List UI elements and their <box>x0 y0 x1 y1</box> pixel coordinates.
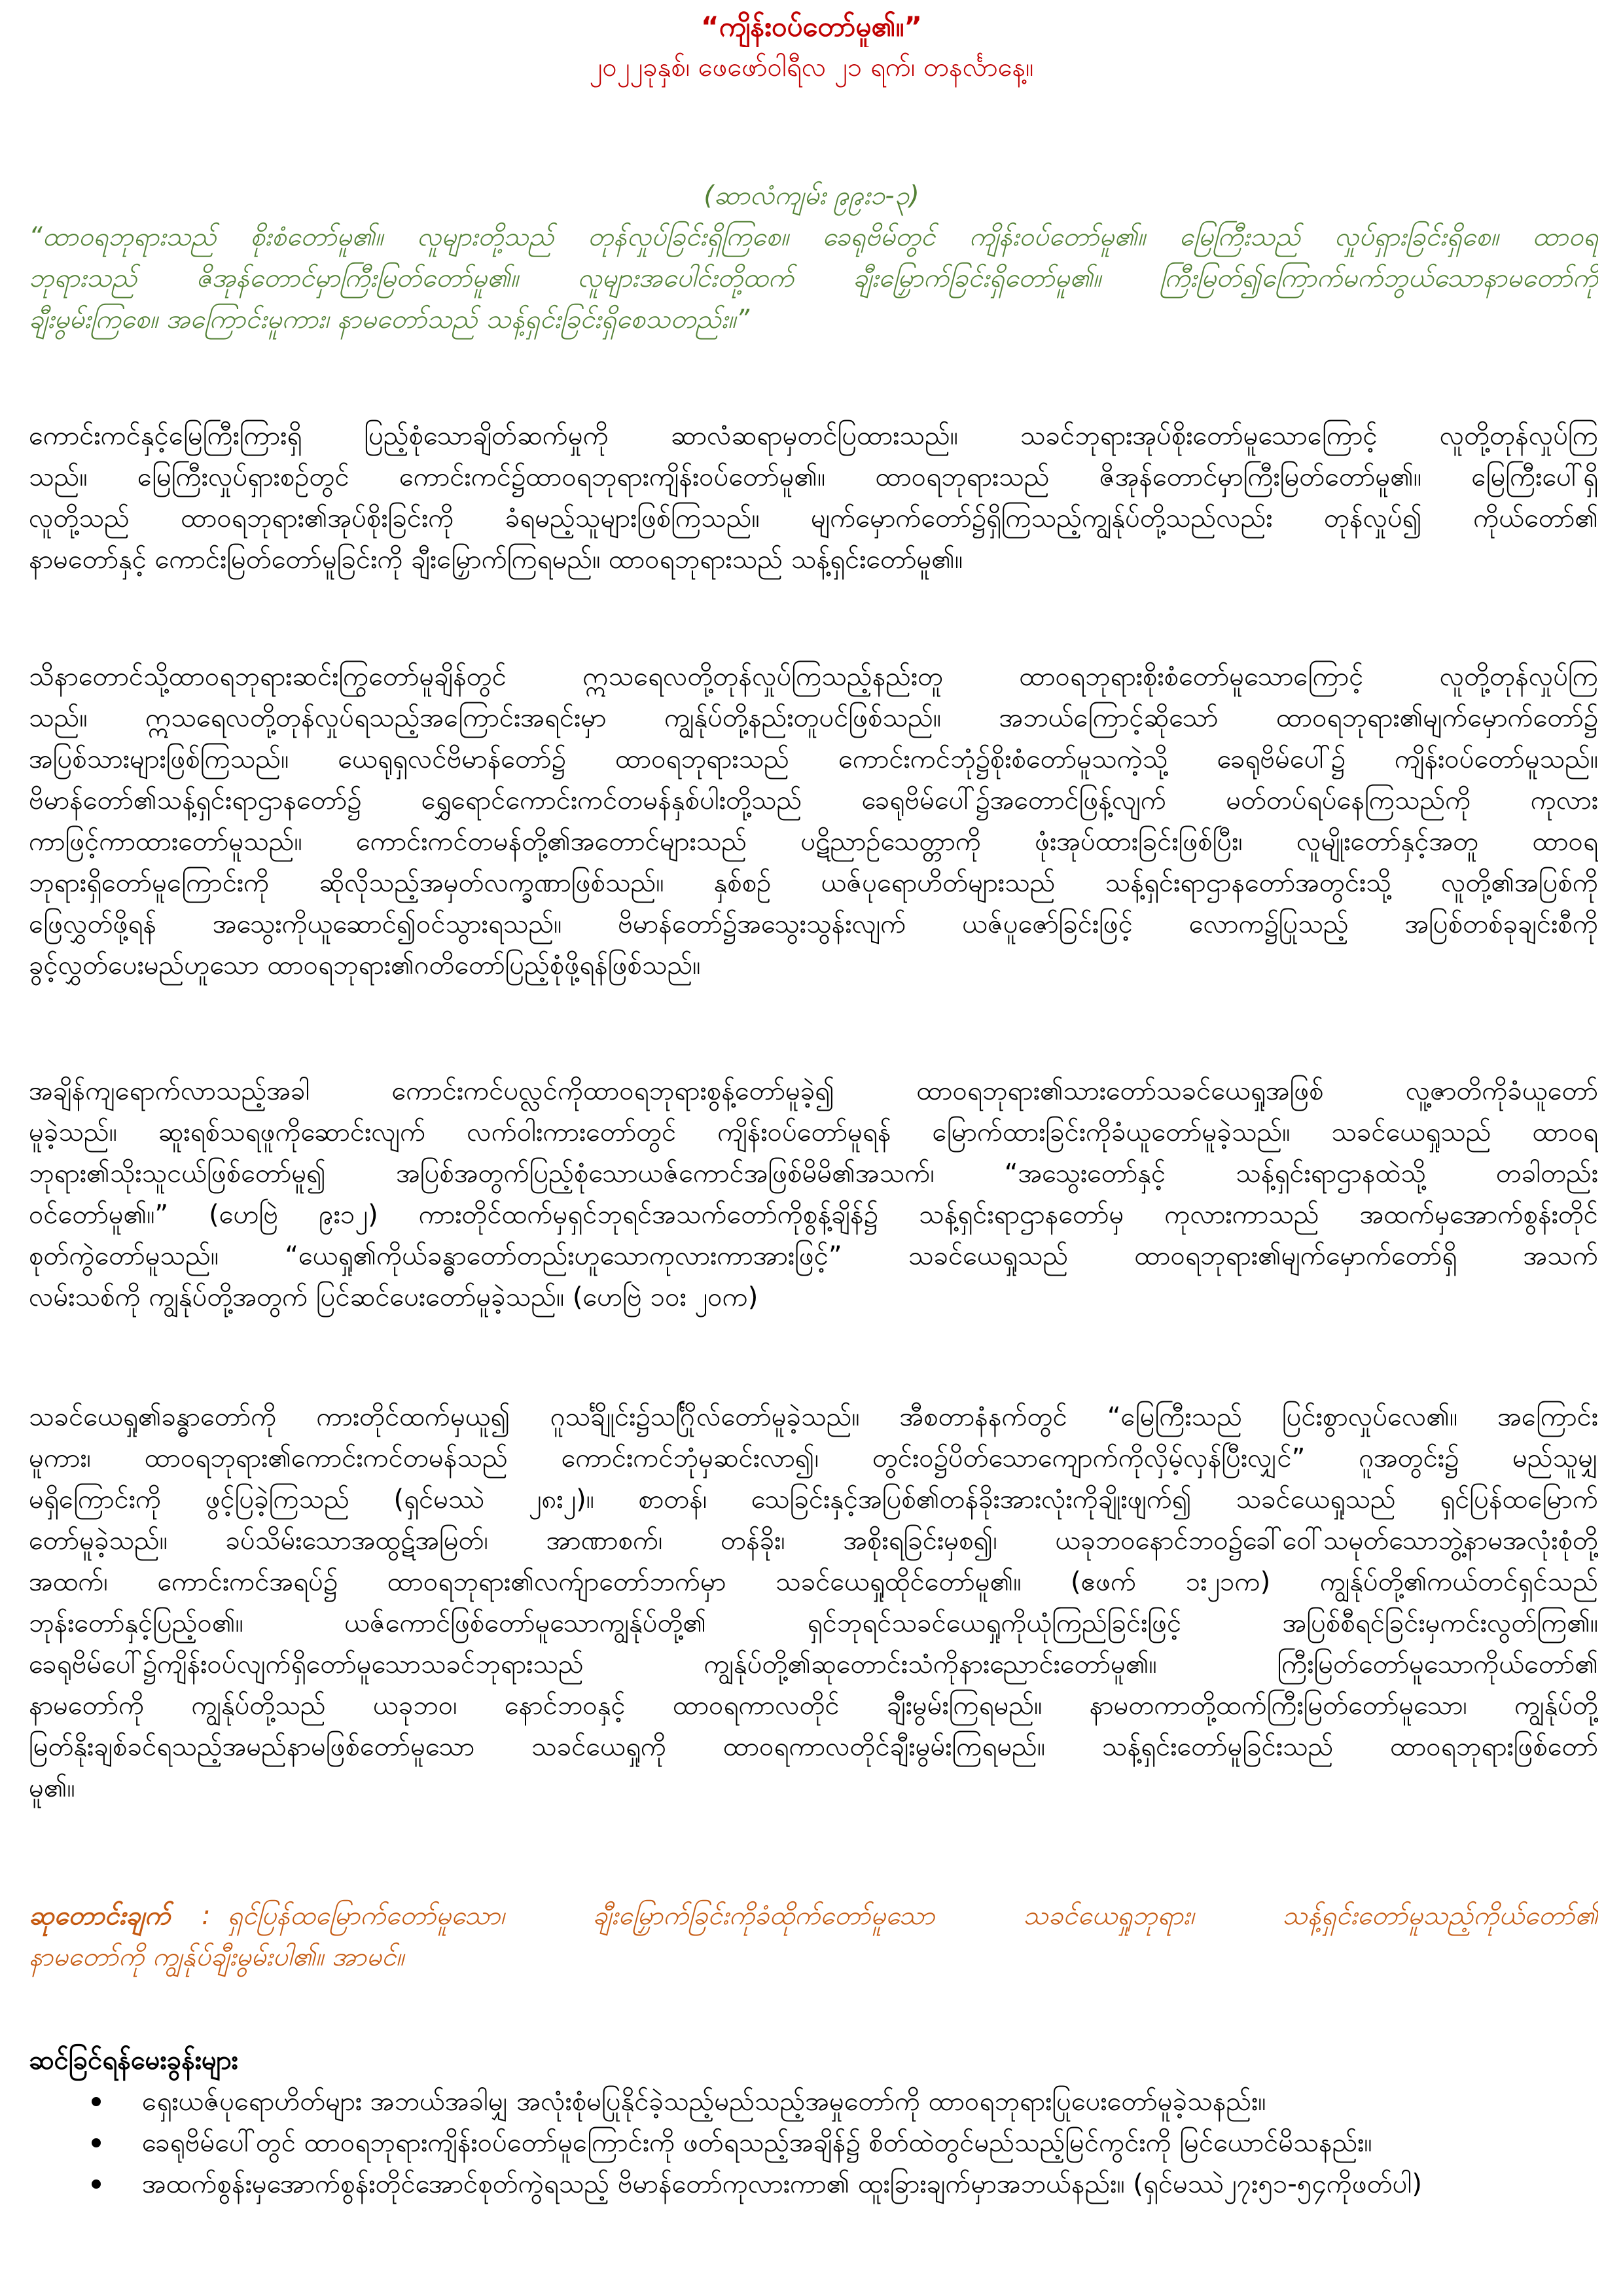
devotion-title-block <box>0 6 1623 47</box>
paragraph-line: သည်။ မြေကြီးလှုပ်ရှားစဉ်တွင် ကောင်းကင်၌ထာဝရဘုရားကျိန်းဝပ်တော်မူ၏။ ထာဝရဘုရားသည် ဇိအုန်တောင်မှာကြီးမြတ်တော်မူ၏။ မြေကြီးပေါ်ရှိ <box>29 462 1598 492</box>
bullet-icon <box>92 2097 101 2106</box>
paragraph-line: တော်မူခဲ့သည်။ ခပ်သိမ်းသောအထွဋ်အမြတ်၊ အာဏာစက်၊ တန်ခိုး၊ အစိုးရခြင်းမှစ၍၊ ယခုဘဝနောင်ဘဝ၌ခေါ်ဝေါ်သမုတ်သောဘွဲ့နာမအလုံးစုံတို့ <box>29 1526 1598 1556</box>
question-text: အထက်စွန်းမှအောက်စွန်းတိုင်အောင်စုတ်ကွဲရသည့် ဗိမာန်တော်ကုလားကာ၏ ထူးခြားချက်မှာအဘယ်နည်း။ (ရှင်မဿဲ၂၇း၅၁-၅၄ကိုဖတ်ပါ) <box>142 2169 1423 2199</box>
paragraph-line: လမ်းသစ်ကို ကျွန်ုပ်တို့အတွက် ပြင်ဆင်ပေးတော်မူခဲ့သည်။ (ဟေဗြဲ ၁၀း ၂၀က) <box>29 1282 758 1312</box>
paragraph-line: ဝင်တော်မူ၏။” (ဟေဗြဲ ၉း၁၂) ကားတိုင်ထက်မှရှင်ဘုရင်အသက်တော်ကိုစွန့်ချိန်၌ သန့်ရှင်းရာဌာနတော်မှ ကုလားကာသည် အထက်မှအောက်စွန်းတိုင် <box>29 1200 1598 1230</box>
paragraph-line: မူကား၊ ထာဝရဘုရား၏ကောင်းကင်တမန်သည် ကောင်းကင်ဘုံမှဆင်းလာ၍၊ တွင်းဝ၌ပိတ်သောကျောက်ကိုလှိမ့်လှန်ပြီးလျှင်” ဂူအတွင်း၌ မည်သူမျှ <box>29 1443 1598 1473</box>
devotion-date: ၂၀၂၂ခုနှစ်၊ ဖေဖော်ဝါရီလ ၂၁ ရက်၊ တနင်္လာနေ့။ <box>589 52 1034 82</box>
paragraph-line: ဘုရားရှိတော်မူကြောင်းကို ဆိုလိုသည့်အမှတ်လက္ခဏာဖြစ်သည်။ နှစ်စဉ် ယဇ်ပုရောဟိတ်များသည် သန့်ရှင်းရာဌာနတော်အတွင်းသို့ လူတို့၏အပြစ်ကို <box>29 868 1598 898</box>
body-paragraph <box>29 416 1598 581</box>
paragraph-line: မရှိကြောင်းကို ဖွင့်ပြခဲ့ကြသည် (ရှင်မဿဲ ၂၈း၂)။ စာတန်၊ သေခြင်းနှင့်အပြစ်၏တန်ခိုးအားလုံးကိုချိုးဖျက်၍ သခင်ယေရှုသည် ရှင်ပြန်ထမြောက် <box>29 1484 1598 1515</box>
prayer-separator: : <box>202 1901 211 1931</box>
paragraph-line: အချိန်ကျရောက်လာသည့်အခါ ကောင်းကင်ပလ္လင်ကိုထာဝရဘုရားစွန့်တော်မူခဲ့၍ ထာဝရဘုရား၏သားတော်သခင်ယေရှုအဖြစ် လူ့ဇာတိကိုခံယူတော် <box>29 1076 1598 1106</box>
paragraph-line: မြတ်နိုးချစ်ခင်ရသည့်အမည်နာမဖြစ်တော်မူသော သခင်ယေရှုကို ထာဝရကာလတိုင်ချီးမွမ်းကြရမည်။ သန့်ရှင်းတော်မူခြင်းသည် ထာဝရဘုရားဖြစ်တော် <box>29 1732 1598 1762</box>
question-item <box>29 2123 1598 2164</box>
scripture-reference-block <box>0 175 1623 217</box>
scripture-line: ချီးမွမ်းကြစေ။ အကြောင်းမူကား၊ နာမတော်သည် သန့်ရှင်းခြင်းရှိစေသတည်း။” <box>29 304 750 334</box>
paragraph-line: ဘုရား၏သိုးသူငယ်ဖြစ်တော်မူ၍ အပြစ်အတွက်ပြည့်စုံသောယဇ်ကောင်အဖြစ်မိမိ၏အသက်၊ “အသွေးတော်နှင့် သန့်ရှင်းရာဌာနထဲသို့ တခါတည်း <box>29 1158 1598 1189</box>
paragraph-line: ခေရုဗိမ်ပေါ်၌ကျိန်းဝပ်လျက်ရှိတော်မူသောသခင်ဘုရားသည် ကျွန်ုပ်တို့၏ဆုတောင်းသံကိုနားညောင်းတော်မူ၏။ ကြီးမြတ်တော်မူသောကိုယ်တော်၏ <box>29 1649 1598 1679</box>
paragraph-line: အပြစ်သားများဖြစ်ကြသည်။ ယေရုရှလင်ဗိမာန်တော်၌ ထာဝရဘုရားသည် ကောင်းကင်ဘုံ၌စိုးစံတော်မူသကဲ့သို့ ခေရုဗိမ်ပေါ်၌ ကျိန်းဝပ်တော်မူသည်။ <box>29 744 1598 774</box>
body-paragraph <box>29 1071 1598 1318</box>
question-item <box>29 2164 1598 2205</box>
scripture-quote <box>29 217 1598 340</box>
paragraph-line: လူတို့သည် ထာဝရဘုရား၏အုပ်စိုးခြင်းကို ခံရမည့်သူများဖြစ်ကြသည်။ မျက်မှောက်တော်၌ရှိကြသည့်ကျွန်ုပ်တို့သည်လည်း တုန်လှုပ်၍ ကိုယ်တော်၏ <box>29 503 1598 533</box>
paragraph-line: စုတ်ကွဲတော်မူသည်။ “ယေရှု၏ကိုယ်ခန္ဓာတော်တည်းဟူသောကုလားကာအားဖြင့်” သခင်ယေရှုသည် ထာဝရဘုရား၏မျက်မှောက်တော်ရှိ အသက် <box>29 1241 1598 1271</box>
bullet-icon <box>92 2138 101 2147</box>
paragraph-line: ကောင်းကင်နှင့်မြေကြီးကြားရှိ ပြည့်စုံသောချိတ်ဆက်မှုကို ဆာလံဆရာမှတင်ပြထားသည်။ သခင်ဘုရားအုပ်စိုးတော်မူသောကြောင့် လူတို့တုန်လှုပ်ကြ <box>29 421 1598 451</box>
reflection-heading-block <box>29 2040 1598 2081</box>
paragraph-line: ခွင့်လွှတ်ပေးမည်ဟူသော ထာဝရဘုရား၏ဂတိတော်ပြည့်စုံဖို့ရန်ဖြစ်သည်။ <box>29 950 701 980</box>
prayer <box>29 1895 1598 1978</box>
paragraph-line: ဘုန်းတော်နှင့်ပြည့်ဝ၏။ ယဇ်ကောင်ဖြစ်တော်မူသောကျွန်ုပ်တို့၏ ရှင်ဘုရင်သခင်ယေရှုကိုယုံကြည်ခြင်းဖြင့် အပြစ်စီရင်ခြင်းမှကင်းလွတ်ကြ၏။ <box>29 1608 1598 1638</box>
scripture-line: “ထာဝရဘုရားသည် စိုးစံတော်မူ၏။ လူများတို့သည် တုန်လှုပ်ခြင်းရှိကြစေ။ ခေရုဗိမ်တွင် ကျိန်းဝပ်တော်မူ၏။ မြေကြီးသည် လှုပ်ရှားခြင်းရှိစေ။ ထာဝရ <box>29 222 1598 252</box>
scripture-line: ဘုရားသည် ဇိအုန်တောင်မှာကြီးမြတ်တော်မူ၏။ လူများအပေါင်းတို့ထက် ချီးမြှောက်ခြင်းရှိတော်မူ၏။ ကြီးမြတ်၍ကြောက်မက်ဘွယ်သောနာမတော်ကို <box>29 263 1598 293</box>
paragraph-line: နာမတော်နှင့် ကောင်းမြတ်တော်မူခြင်းကို ချီးမြှောက်ကြရမည်။ ထာဝရဘုရားသည် သန့်ရှင်းတော်မူ၏။ <box>29 545 963 575</box>
paragraph-line: သခင်ယေရှု၏ခန္ဓာတော်ကို ကားတိုင်ထက်မှယူ၍ ဂူသင်္ချိုင်း၌သင်္ဂြိုလ်တော်မူခဲ့သည်။ အီစတာနံနက်တွင် “မြေကြီးသည် ပြင်းစွာလှုပ်လေ၏။ အကြောင်း <box>29 1402 1598 1432</box>
question-item <box>29 2081 1598 2123</box>
paragraph-line: နာမတော်ကို ကျွန်ုပ်တို့သည် ယခုဘဝ၊ နောင်ဘဝနှင့် ထာဝရကာလတိုင် ချီးမွမ်းကြရမည်။ နာမတကာတို့ထက်ကြီးမြတ်တော်မူသော၊ ကျွန်ုပ်တို့ <box>29 1691 1598 1721</box>
body-paragraph <box>29 656 1598 986</box>
devotion-title: “ကျိန်းဝပ်တော်မူ၏။” <box>701 10 922 43</box>
paragraph-line: မူခဲ့သည်။ ဆူးရစ်သရဖူကိုဆောင်းလျက် လက်ဝါးကားတော်တွင် ကျိန်းဝပ်တော်မူရန် မြောက်ထားခြင်းကိုခံယူတော်မူခဲ့သည်။ သခင်ယေရှုသည် ထာဝရ <box>29 1117 1598 1147</box>
bullet-icon <box>92 2179 101 2189</box>
paragraph-line: ဖြေလွှတ်ဖို့ရန် အသွေးကိုယူဆောင်၍ဝင်သွားရသည်။ ဗိမာန်တော်၌အသွေးသွန်းလျက် ယဇ်ပူဇော်ခြင်းဖြင့် လောက၌ပြုသည့် အပြစ်တစ်ခုချင်းစီကို <box>29 909 1598 939</box>
paragraph-line: ကာဖြင့်ကာထားတော်မူသည်။ ကောင်းကင်တမန်တို့၏အတောင်များသည် ပဋိညာဉ်သေတ္တာကို ဖုံးအုပ်ထားခြင်းဖြစ်ပြီး၊ လူမျိုးတော်နှင့်အတူ ထာဝရ <box>29 827 1598 857</box>
paragraph-line: သိနာတောင်သို့ထာဝရဘုရားဆင်းကြွတော်မူချိန်တွင် ဣသရေလတို့တုန်လှုပ်ကြသည့်နည်းတူ ထာဝရဘုရားစိုးစံတော်မူသောကြောင့် လူတို့တုန်လှုပ်ကြ <box>29 662 1598 692</box>
reflection-heading: ဆင်ခြင်ရန်မေးခွန်းများ <box>29 2045 238 2075</box>
prayer-line <box>29 1895 1598 1937</box>
paragraph-line: သည်။ ဣသရေလတို့တုန်လှုပ်ရသည့်အကြောင်းအရင်းမှာ ကျွန်ုပ်တို့နည်းတူပင်ဖြစ်သည်။ အဘယ်ကြောင့်ဆိုသော် ထာဝရဘုရား၏မျက်မှောက်တော်၌ <box>29 703 1598 733</box>
body-paragraph <box>29 1397 1598 1809</box>
paragraph-line: ဗိမာန်တော်၏သန့်ရှင်းရာဌာနတော်၌ ရွှေရောင်ကောင်းကင်တမန်နှစ်ပါးတို့သည် ခေရုဗိမ်ပေါ်၌အတောင်ဖြန့်လျက် မတ်တပ်ရပ်နေကြသည်ကို ကုလား <box>29 785 1598 816</box>
question-text: ခေရုဗိမ်ပေါ်တွင် ထာဝရဘုရားကျိန်းဝပ်တော်မူကြောင်းကို ဖတ်ရသည့်အချိန်၌ စိတ်ထဲတွင်မည်သည့်မြင်ကွင်းကို မြင်ယောင်မိသနည်း။ <box>142 2128 1372 2158</box>
reflection-questions <box>29 2081 1598 2205</box>
prayer-label: ဆုတောင်းချက် <box>29 1901 171 1931</box>
prayer-line: နာမတော်ကို ကျွန်ုပ်ချီးမွမ်းပါ၏။ အာမင်။ <box>29 1942 404 1972</box>
paragraph-line: အထက်၊ ကောင်းကင်အရပ်၌ ထာဝရဘုရား၏လက်ျာတော်ဘက်မှာ သခင်ယေရှုထိုင်တော်မူ၏။ (ဧဖက် ၁း၂၁က) ကျွန်ုပ်တို့၏ကယ်တင်ရှင်သည် <box>29 1567 1598 1597</box>
question-text: ရှေးယဇ်ပုရောဟိတ်များ အဘယ်အခါမျှ အလုံးစုံမပြုနိုင်ခဲ့သည့်မည်သည့်အမှုတော်ကို ထာဝရဘုရားပြုပေးတော်မူခဲ့သနည်း။ <box>142 2087 1266 2117</box>
prayer-text: ရှင်ပြန်ထမြောက်တော်မူသော၊ ချီးမြှောက်ခြင်းကိုခံထိုက်တော်မူသော သခင်ယေရှုဘုရား၊ သန့်ရှင်းတော်မူသည့်ကိုယ်တော်၏ <box>227 1901 1598 1931</box>
devotion-date-block <box>0 47 1623 88</box>
paragraph-line: မူ၏။ <box>29 1773 75 1803</box>
scripture-reference: (ဆာလံကျမ်း ၉၉း၁-၃) <box>704 181 919 211</box>
